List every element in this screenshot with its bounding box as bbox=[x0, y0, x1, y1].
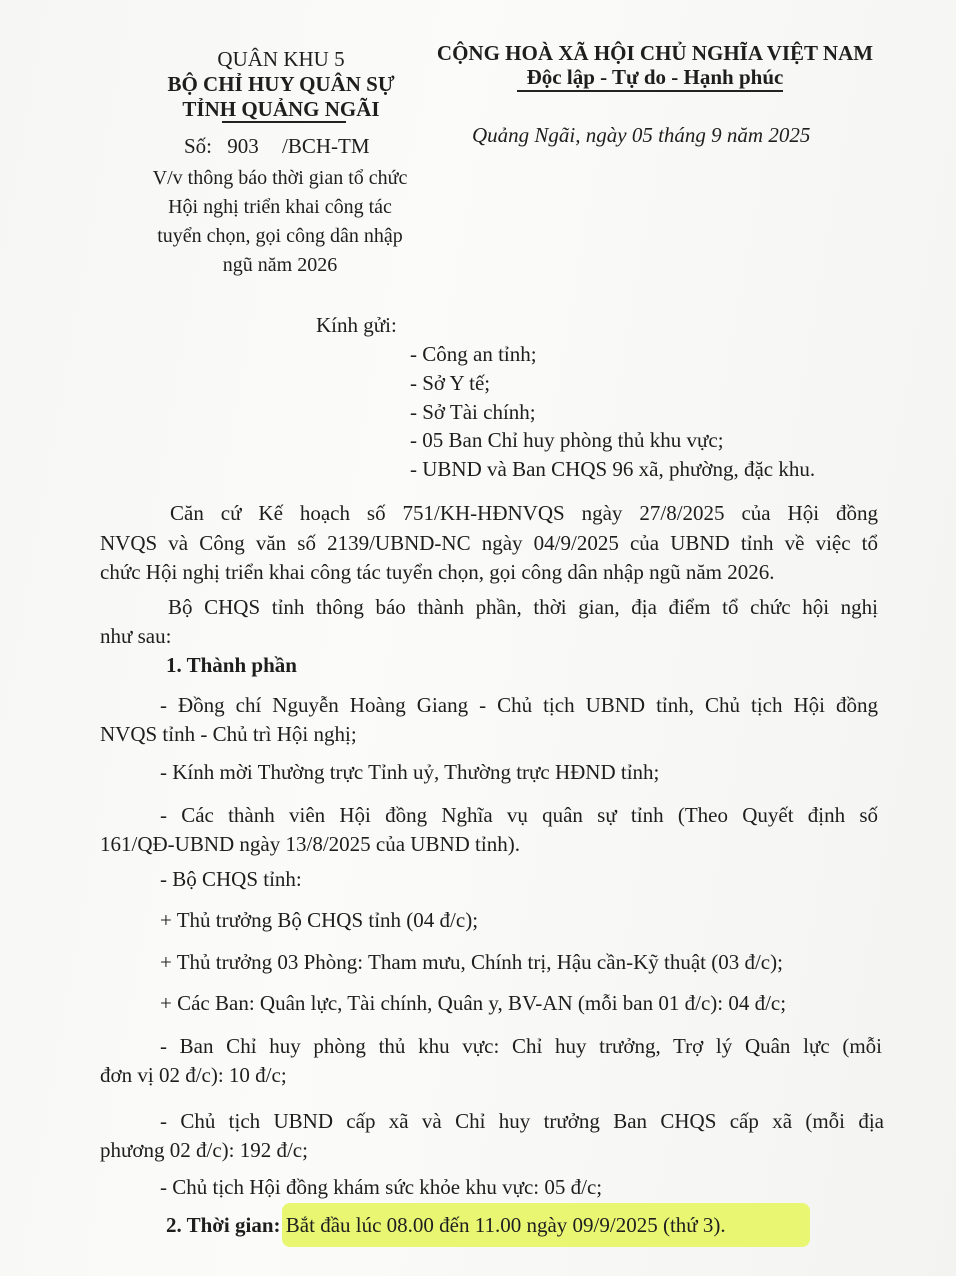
number-code: /BCH-TM bbox=[282, 134, 370, 158]
recipient-item: - Sở Tài chính; bbox=[410, 400, 536, 424]
paragraph-basis-line: NVQS và Công văn số 2139/UBND-NC ngày 04/9/2025 của UBND tỉnh về việc tổ bbox=[100, 531, 878, 555]
org-underline bbox=[222, 121, 346, 123]
place-date: Quảng Ngãi, ngày 05 tháng 9 năm 2025 bbox=[472, 123, 811, 147]
participant-item: - Kính mời Thường trực Tỉnh uỷ, Thường trực HĐND tỉnh; bbox=[160, 760, 660, 784]
number-label: Số: bbox=[184, 134, 213, 158]
subject-line: V/v thông báo thời gian tổ chức bbox=[152, 167, 408, 189]
subject-line: Hội nghị triển khai công tác bbox=[168, 196, 392, 218]
motto-underline bbox=[517, 90, 783, 92]
participant-item: đơn vị 02 đ/c): 10 đ/c; bbox=[100, 1063, 287, 1087]
paragraph-basis-line: chức Hội nghị triển khai công tác tuyển chọn, gọi công dân nhập ngũ năm 2026. bbox=[100, 560, 775, 584]
section-2-text: Bắt đầu lúc 08.00 đến 11.00 ngày 09/9/2025 (thứ 3). bbox=[285, 1213, 726, 1237]
participant-item: - Bộ CHQS tỉnh: bbox=[160, 867, 302, 891]
section-1-title: 1. Thành phần bbox=[166, 653, 297, 677]
recipients-label: Kính gửi: bbox=[316, 313, 397, 337]
participant-item: - Ban Chỉ huy phòng thủ khu vực: Chỉ huy trưởng, Trợ lý Quân lực (mỗi bbox=[160, 1034, 882, 1058]
participant-subitem: + Các Ban: Quân lực, Tài chính, Quân y, BV-AN (mỗi ban 01 đ/c): 04 đ/c; bbox=[160, 991, 787, 1015]
subject-line: ngũ năm 2026 bbox=[222, 254, 338, 276]
participant-item: phương 02 đ/c): 192 đ/c; bbox=[100, 1138, 308, 1162]
number-value: 903 bbox=[227, 134, 259, 158]
paragraph-basis-line: Căn cứ Kế hoạch số 751/KH-HĐNVQS ngày 27/8/2025 của Hội đồng bbox=[170, 501, 878, 525]
document-number bbox=[184, 133, 370, 160]
national-motto: Độc lập - Tự do - Hạnh phúc bbox=[526, 65, 784, 89]
participant-item: - Đồng chí Nguyễn Hoàng Giang - Chủ tịch UBND tỉnh, Chủ tịch Hội đồng bbox=[160, 693, 878, 717]
recipient-item: - Công an tỉnh; bbox=[410, 342, 537, 366]
participant-subitem: + Thủ trưởng 03 Phòng: Tham mưu, Chính trị, Hậu cần-Kỹ thuật (03 đ/c); bbox=[160, 950, 783, 974]
participant-item: NVQS tỉnh - Chủ trì Hội nghị; bbox=[100, 722, 357, 746]
org-provincial-command: BỘ CHỈ HUY QUÂN SỰ bbox=[167, 72, 395, 96]
document-subject bbox=[120, 164, 440, 280]
participant-item: - Các thành viên Hội đồng Nghĩa vụ quân sự tỉnh (Theo Quyết định số bbox=[160, 803, 878, 827]
org-military-region: QUÂN KHU 5 bbox=[217, 47, 345, 71]
subject-line: tuyển chọn, gọi công dân nhập bbox=[157, 225, 403, 247]
paragraph-notice-line: Bộ CHQS tỉnh thông báo thành phần, thời gian, địa điểm tổ chức hội nghị bbox=[168, 595, 878, 619]
org-province: TỈNH QUẢNG NGÃI bbox=[182, 97, 380, 121]
recipient-item: - 05 Ban Chỉ huy phòng thủ khu vực; bbox=[410, 428, 724, 452]
participant-item: 161/QĐ-UBND ngày 13/8/2025 của UBND tỉnh). bbox=[100, 832, 520, 856]
recipient-item: - Sở Y tế; bbox=[410, 371, 491, 395]
section-2-title: 2. Thời gian: bbox=[166, 1213, 281, 1237]
participant-subitem: + Thủ trưởng Bộ CHQS tỉnh (04 đ/c); bbox=[160, 908, 479, 932]
participant-item: - Chủ tịch UBND cấp xã và Chỉ huy trưởng Ban CHQS cấp xã (mỗi địa bbox=[160, 1109, 884, 1133]
participant-item: - Chủ tịch Hội đồng khám sức khỏe khu vực: 05 đ/c; bbox=[160, 1175, 603, 1199]
recipient-item: - UBND và Ban CHQS 96 xã, phường, đặc khu. bbox=[410, 457, 816, 481]
section-2-line bbox=[166, 1210, 726, 1241]
national-title: CỘNG HOÀ XÃ HỘI CHỦ NGHĨA VIỆT NAM bbox=[436, 41, 874, 65]
paragraph-notice-line: như sau: bbox=[100, 624, 172, 648]
